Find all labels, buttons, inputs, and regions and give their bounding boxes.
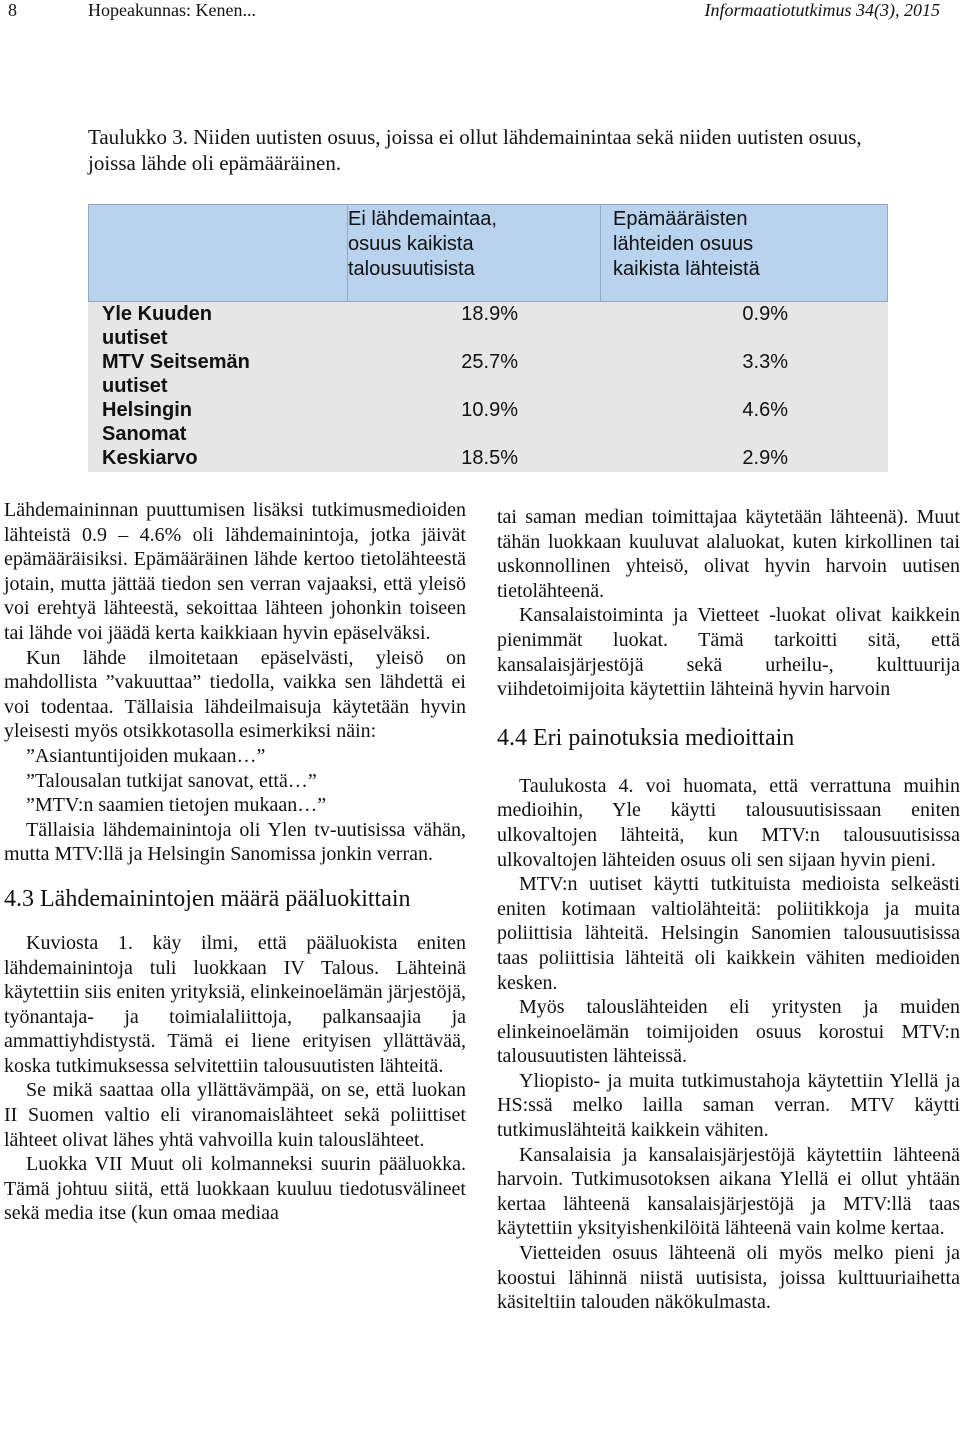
cell-vague-source: 3.3% [742,351,788,373]
right-column [497,505,960,1315]
cell-no-source: 18.9% [461,303,518,325]
col2-header-line: lähteiden osuus [613,233,754,255]
table-header-row [88,204,888,302]
paragraph: Kansalaisia ja kansalaisjärjestöjä käytettiin lähteenä harvoin. Tutkimusotoksen aikana Ylellä ei ollut yhtään kertaa lähteenä kansalaisjärjestöjä ja MTV:llä taas käytettiin yksityishenkilöitä lähteenä vain kolme kertaa. [497,1143,960,1240]
cell-vague-source: 4.6% [742,399,788,421]
example-quote: ”MTV:n saamien tietojen mukaan…” [26,794,327,817]
left-column [4,498,466,1226]
paragraph: Vietteiden osuus lähteenä oli myös melko pieni ja koostui lähinnä niistä uutisista, joissa kulttuuriaihetta käsiteltiin talouden näkökulmasta. [497,1242,960,1314]
row-label-line: Sanomat [102,423,187,445]
row-label-line: Yle Kuuden [102,303,213,325]
row-label-line: Helsingin [102,399,193,421]
cell-vague-source: 0.9% [742,303,788,325]
paragraph: Kuviosta 1. käy ilmi, että pääluokista eniten lähdemainintoja tuli luokkaan IV Talous. Lähteinä käytettiin siis eniten yrityksiä, elinkeinoelämän järjestöjä, työnantaja- ja toimialaliittoja, palkansaajia ja ammattiyhdistystä. Tämä ei liene erityisen yllättävää, koska tutkimuksessa selvitettiin talousuutisten lähteitä. [4,931,466,1077]
col1-header-line: talousuutisista [348,258,475,280]
journal-citation: Informaatiotutkimus 34(3), 2015 [704,0,940,20]
col2-header-line: kaikista lähteistä [613,258,760,280]
section-heading-4-4: 4.4 Eri painotuksia medioittain [497,724,795,751]
col1-header-line: Ei lähdemaintaa, [348,208,497,230]
paragraph: Myös talouslähteiden eli yritysten ja muiden elinkeinoelämän toimijoiden osuus korostui MTV:n talousuutisten lähteissä. [497,996,960,1068]
table-caption: Taulukko 3. Niiden uutisten osuus, joissa ei ollut lähdemainintaa sekä niiden uutisten osuus, joissa lähde oli epämääräinen. [88,125,862,175]
table-row [88,398,888,446]
paragraph: tai saman median toimittajaa käytetään lähteenä). Muut tähän luokkaan kuuluvat alaluokat, kuten kirkollinen tai uskonnollinen yhteisö, olivat hyvin harvoin uutisen tietolähteenä. [497,506,960,602]
row-label [88,350,346,398]
paragraph: Kansalaistoiminta ja Vietteet -luokat olivat kaikkein pienimmät luokat. Tämä tarkoitti sitä, että kansalaisjärjestöjä sekä urheilu-, kulttuurija viihdetoimijoita käytettiin lähteinä hyvin harvoin [497,604,960,701]
paragraph: Kun lähde ilmoitetaan epäselvästi, yleisö on mahdollista ”vakuuttaa” tiedolla, vaikka sen lähdettä ei voi todentaa. Tällaisia lähdeilmaisuja käytetään hyvin yleisesti myös otsikkotasolla esimerkiksi näin: [4,646,466,743]
page-header [0,0,960,24]
row-label [88,302,346,350]
example-quote: ”Asiantuntijoiden mukaan…” [26,744,266,767]
paragraph: Lähdemaininnan puuttumisen lisäksi tutkimusmedioiden lähteistä 0.9 – 4.6% oli lähdemainintoja, jotka jäivät epämääräisiksi. Epämääräinen lähde kertoo tietolähteestä jotain, mutta jättää tiedon sen verran vajaaksi, että yleisö voi erehtyä lähteestä, sekoittaa lähteen johonkin toiseen tai lähde voi jäädä kerta kaikkiaan hyvin epäselväksi. [4,499,466,644]
col2-header-line: Epämääräisten [613,208,748,230]
paragraph: Tällaisia lähdemainintoja oli Ylen tv-uutisissa vähän, mutta MTV:llä ja Helsingin Sanomissa jonkin verran. [4,818,466,866]
paragraph: Se mikä saattaa olla yllättävämpää, on se, että luokan II Suomen valtio eli viranomaislähteet sekä poliittiset lähteet olivat lähes yhtä vahvoilla kuin talouslähteet. [4,1079,466,1151]
table-row-average [88,446,888,470]
paragraph: Luokka VII Muut oli kolmanneksi suurin pääluokka. Tämä johtuu siitä, että luokkaan kuuluu tiedotusvälineet sekä media itse (kun omaa mediaa [4,1153,466,1225]
table-header-empty [89,205,348,301]
table-3-grid [88,204,888,472]
row-label-line: MTV Seitsemän [102,351,250,373]
table-row [88,350,888,398]
paragraph: Taulukosta 4. voi huomata, että verrattuna muihin medioihin, Yle käytti talousuutisissaan eniten ulkovaltojen lähteitä, kun MTV:n talousuutisissa ulkovaltojen lähteiden osuus oli sen sijaan hyvin pieni. [497,774,960,871]
row-label-line: uutiset [102,327,168,349]
row-label [88,446,346,470]
cell-no-source: 18.5% [461,447,518,469]
table-header-col2 [601,205,887,301]
col1-header-line: osuus kaikista [348,233,474,255]
section-heading-4-3: 4.3 Lähdemainintojen määrä pääluokittain [4,885,411,912]
table-row [88,302,888,350]
page-number: 8 [8,0,17,20]
table-header-col1 [348,205,601,301]
cell-no-source: 10.9% [461,399,518,421]
row-label-line: Keskiarvo [102,447,198,469]
paragraph: Yliopisto- ja muita tutkimustahoja käytettiin Ylellä ja HS:ssä melko lailla saman verran. MTV käytti tutkimuslähteitä kaikkein vähiten. [497,1069,960,1142]
paragraph: MTV:n uutiset käytti tutkituista medioista selkeästi eniten kotimaan valtiolähteitä: poliitikkoja ja muita poliittisia lähteitä. Helsingin Sanomien talousuutisissa taas poliittisia lähteitä oli kaikkein vähiten medioiden kesken. [497,873,960,994]
running-title: Hopeakunnas: Kenen... [88,0,256,20]
cell-vague-source: 2.9% [742,447,788,469]
row-label-line: uutiset [102,375,168,397]
example-quote: ”Talousalan tutkijat sanovat, että…” [26,769,317,792]
cell-no-source: 25.7% [461,351,518,373]
row-label [88,398,346,446]
table-body [88,302,888,472]
